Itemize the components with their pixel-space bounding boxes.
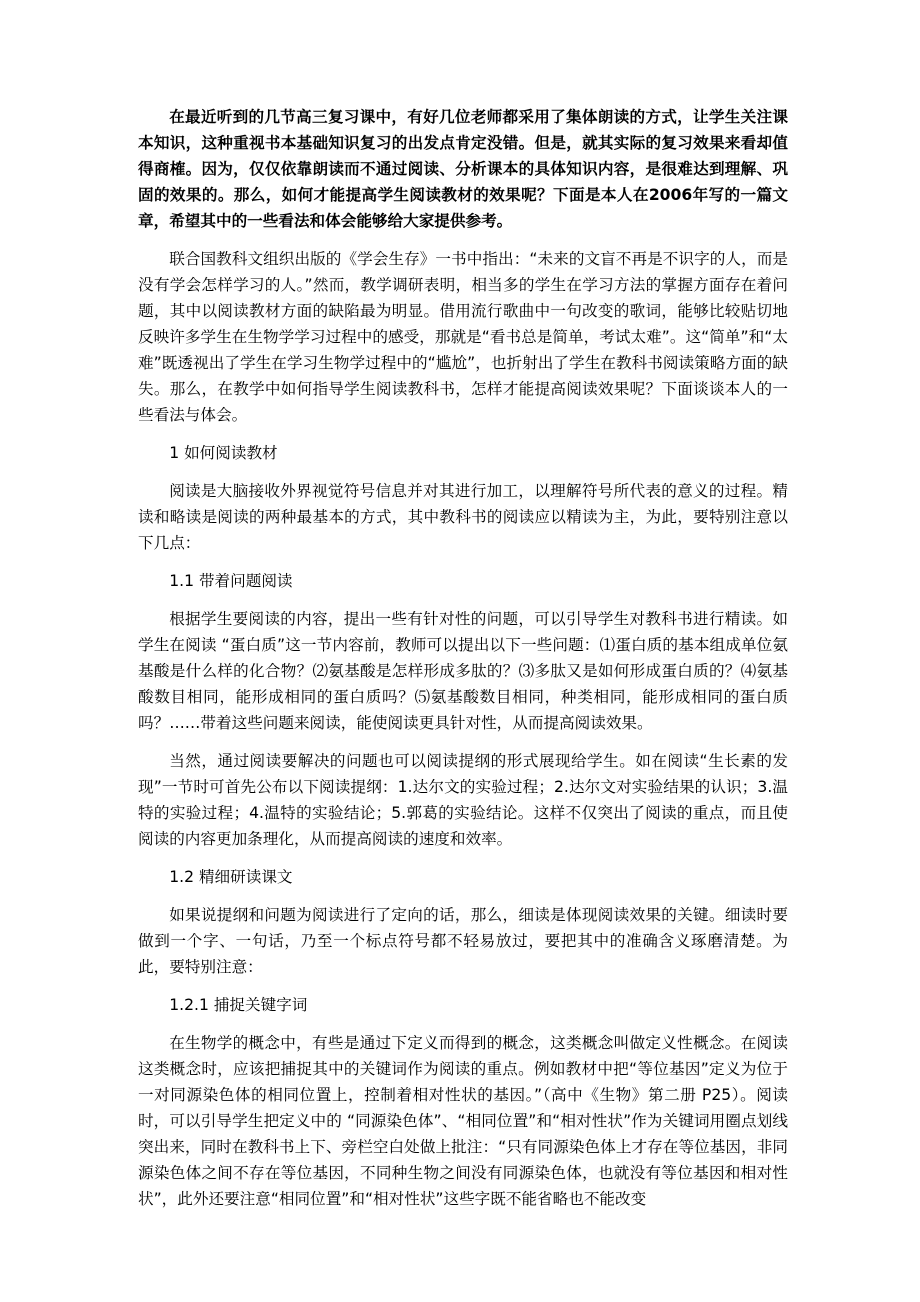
paragraph-close-reading: 如果说提纲和问题为阅读进行了定向的话，那么，细读是体现阅读效果的关键。细读时要做到一个字、一句话，乃至一个标点符号都不轻易放过，要把其中的准确含义琢磨清楚。为此，要特别注意： (138, 906, 788, 976)
intro-paragraph: 在最近听到的几节高三复习课中，有好几位老师都采用了集体朗读的方式，让学生关注课本知识，这种重视书本基础知识复习的出发点肯定没错。但是，就其实际的复习效果来看却值得商榷。因为，仅仅依靠朗读而不通过阅读、分析课本的具体知识内容，是很难达到理解、巩固的效果的。那么，如何才能提高学生阅读教材的效果呢？下面是本人在2006年写的一篇文章，希望其中的一些看法和体会能够给大家提供参考。 (138, 108, 788, 230)
section-heading-1-2: 1.2 精细研读课文 (169, 868, 293, 886)
document-page (138, 104, 788, 1224)
section-heading-1-2-1: 1.2.1 捕捉关键字词 (169, 996, 308, 1014)
paragraph-learning-to-survive: 联合国教科文组织出版的《学会生存》一书中指出：“未来的文盲不再是不识字的人，而是没有学会怎样学习的人。”然而，教学调研表明，相当多的学生在学习方法的掌握方面存在着问题，其中以阅读教材方面的缺陷最为明显。借用流行歌曲中一句改变的歌词，能够比较贴切地反映许多学生在生物学学习过程中的感受，那就是“看书总是简单，考试太难”。这“简单”和“太难”既透视出了学生在学习生物学过程中的“尴尬”，也折射出了学生在教科书阅读策略方面的缺失。那么，在教学中如何指导学生阅读教科书，怎样才能提高阅读效果呢？下面谈谈本人的一些看法与体会。 (138, 250, 788, 424)
section-heading-1-1: 1.1 带着问题阅读 (169, 572, 293, 590)
paragraph-reading-definition: 阅读是大脑接收外界视觉符号信息并对其进行加工，以理解符号所代表的意义的过程。精读和略读是阅读的两种最基本的方式，其中教科书的阅读应以精读为主，为此，要特别注意以下几点： (138, 482, 788, 552)
section-heading-1: 1 如何阅读教材 (169, 444, 278, 462)
paragraph-keywords: 在生物学的概念中，有些是通过下定义而得到的概念，这类概念叫做定义性概念。在阅读这类概念时，应该把捕捉其中的关键词作为阅读的重点。例如教材中把“等位基因”定义为位于一对同源染色体的相同位置上，控制着相对性状的基因。”（高中《生物》第二册 P25）。阅读时，可以引导学生把定义中的 “同源染色体”、“相同位置”和“相对性状”作为关键词用圈点划线突出来，同时在教科书上下、旁栏空白处做上批注：“只有同源染色体上才存在等位基因，非同源染色体之间不存在等位基因，不同种生物之间没有同源染色体，也就没有等位基因和相对性状”，此外还要注意“相同位置”和“相对性状”这些字既不能省略也不能改变 (138, 1034, 788, 1208)
paragraph-reading-outline: 当然，通过阅读要解决的问题也可以阅读提纲的形式展现给学生。如在阅读“生长素的发现”一节时可首先公布以下阅读提纲：1.达尔文的实验过程；2.达尔文对实验结果的认识；3.温特的实验过程；4.温特的实验结论；5.郭葛的实验结论。这样不仅突出了阅读的重点，而且使阅读的内容更加条理化，从而提高阅读的速度和效率。 (138, 752, 788, 848)
paragraph-question-reading: 根据学生要阅读的内容，提出一些有针对性的问题，可以引导学生对教科书进行精读。如学生在阅读 “蛋白质”这一节内容前，教师可以提出以下一些问题：⑴蛋白质的基本组成单位氨基酸是什么样的化合物？⑵氨基酸是怎样形成多肽的？⑶多肽又是如何形成蛋白质的？⑷氨基酸数目相同，能形成相同的蛋白质吗？⑸氨基酸数目相同，种类相同，能形成相同的蛋白质吗？……带着这些问题来阅读，能使阅读更具针对性，从而提高阅读效果。 (138, 610, 788, 732)
